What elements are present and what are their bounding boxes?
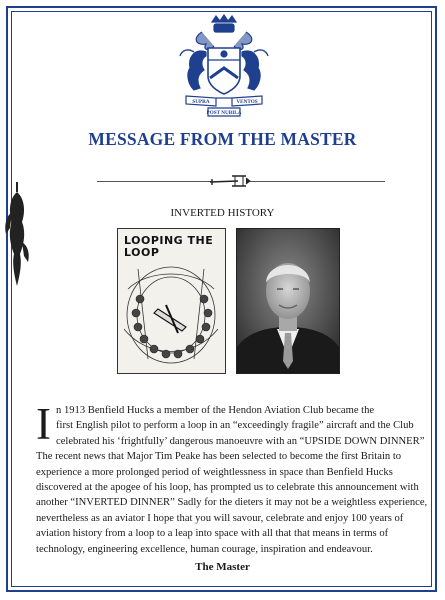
body-line: experience a more prolonged period of weightlessness in space than Benfield Hucks xyxy=(36,466,393,478)
poster-title-line2: LOOP xyxy=(124,246,160,259)
biplane-icon xyxy=(208,172,252,190)
crest-motto-right: VENTOS xyxy=(236,99,258,105)
crest-motto-left: SUPRA xyxy=(192,99,210,105)
divider-left xyxy=(97,181,211,182)
coat-of-arms-crest xyxy=(172,12,276,124)
body-line: technology, engineering excellence, human courage, inspiration and endeavour. xyxy=(36,543,373,555)
body-line: n 1913 Benfield Hucks a member of the Hendon Aviation Club became the xyxy=(56,405,375,416)
signature: The Master xyxy=(195,561,250,573)
body-line: discovered at the apogee of his loop, has prompted us to celebrate this announcement with xyxy=(36,482,419,494)
body-line: first English pilot to perform a loop in an “exceedingly fragile” aircraft and the Club xyxy=(56,420,414,432)
body-line: aviation history from a loop to a leap into space with all that that means in terms of xyxy=(36,528,389,540)
crest-motto-bottom: POST NUBILA xyxy=(206,110,242,116)
looping-the-loop-poster xyxy=(117,228,226,374)
portrait-figure xyxy=(237,229,339,373)
poster-title xyxy=(124,235,221,259)
drop-cap: I xyxy=(36,399,51,449)
page-title: MESSAGE FROM THE MASTER xyxy=(88,129,357,149)
section-subheading: INVERTED HISTORY xyxy=(170,207,275,219)
poster-title-line1: LOOPING THE xyxy=(124,234,214,247)
body-line: The recent news that Major Tim Peake has been selected to become the first Britain to xyxy=(36,451,402,463)
master-portrait-photo xyxy=(236,228,340,374)
body-line: celebrated his ‘frightfully’ dangerous manoeuvre with an “UPSIDE DOWN DINNER” xyxy=(56,435,425,447)
body-line: nevertheless as an aviator I hope that you will savour, celebrate and enjoy 100 years of xyxy=(36,512,404,524)
message-body xyxy=(36,399,428,557)
body-line: another “INVERTED DINNER” Sadly for the dieters it may not be a weightless experience, xyxy=(36,497,428,509)
hanging-bat-ornament xyxy=(2,182,32,287)
divider-right xyxy=(250,181,385,182)
